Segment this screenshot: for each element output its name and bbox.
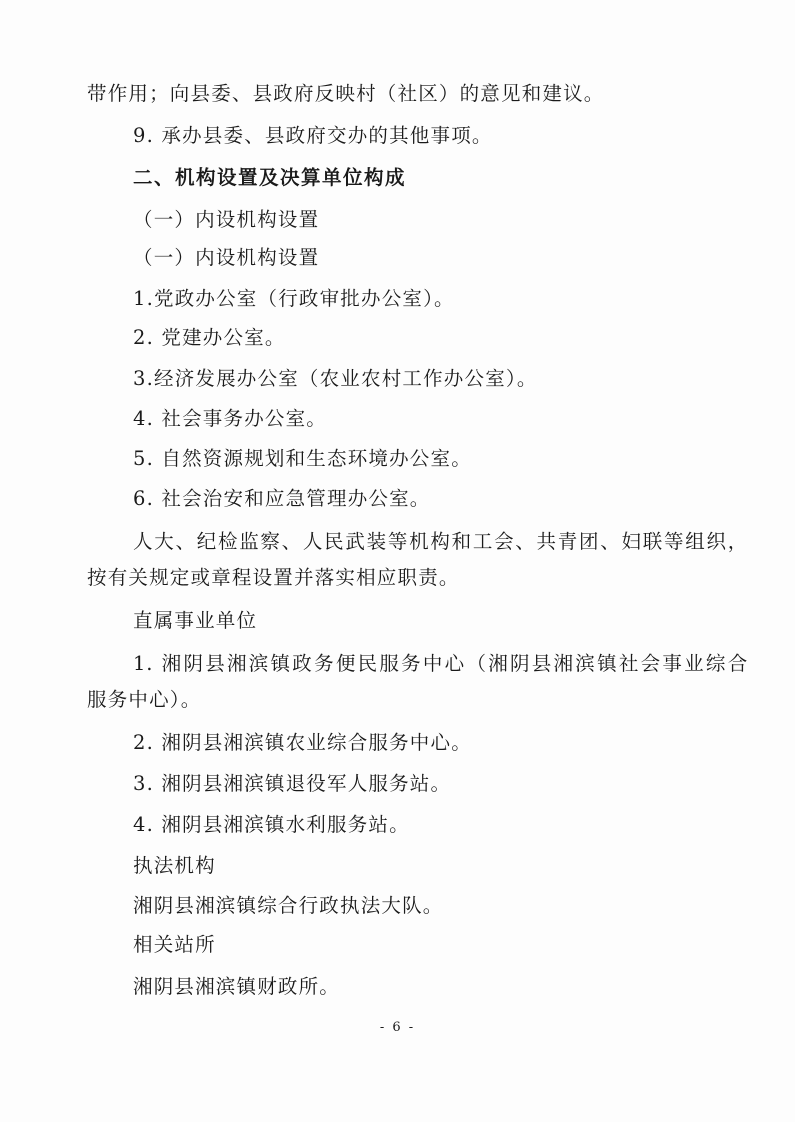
subsection-enforcement: 执法机构 xyxy=(133,854,216,877)
subsection-heading-repeat: （一）内设机构设置 xyxy=(133,246,320,269)
section-heading: 二、机构设置及决算单位构成 xyxy=(133,166,407,189)
list-item-9: 9. 承办县委、县政府交办的其他事项。 xyxy=(133,124,493,147)
list-item-6: 6. 社会治安和应急管理办公室。 xyxy=(133,487,431,510)
list-item-4: 4. 社会事务办公室。 xyxy=(133,407,328,430)
paragraph-organizations-continuation: 按有关规定或章程设置并落实相应职责。 xyxy=(87,566,460,589)
page-number: - 6 - xyxy=(379,1020,416,1035)
list-item-3: 3.经济发展办公室（农业农村工作办公室）。 xyxy=(133,367,538,390)
station-unit: 湘阴县湘滨镇财政所。 xyxy=(133,975,341,998)
list-item-2: 2. 党建办公室。 xyxy=(133,326,286,349)
subsection-affiliated-units: 直属事业单位 xyxy=(133,609,258,632)
paragraph-organizations: 人大、纪检监察、人民武装等机构和工会、共青团、妇联等组织， xyxy=(133,530,748,553)
enforcement-unit: 湘阴县湘滨镇综合行政执法大队。 xyxy=(133,894,444,917)
subsection-heading: （一）内设机构设置 xyxy=(133,208,320,231)
subsection-stations: 相关站所 xyxy=(133,933,216,956)
unit-item-2: 2. 湘阴县湘滨镇农业综合服务中心。 xyxy=(133,731,472,754)
unit-item-1-continuation: 服务中心）。 xyxy=(87,688,202,711)
paragraph-continuation: 带作用；向县委、县政府反映村（社区）的意见和建议。 xyxy=(87,82,605,105)
unit-item-3: 3. 湘阴县湘滨镇退役军人服务站。 xyxy=(133,772,452,795)
list-item-1: 1.党政办公室（行政审批办公室）。 xyxy=(133,287,455,310)
list-item-5: 5. 自然资源规划和生态环境办公室。 xyxy=(133,447,472,470)
unit-item-1: 1. 湘阴县湘滨镇政务便民服务中心（湘阴县湘滨镇社会事业综合 xyxy=(133,652,748,675)
unit-item-4: 4. 湘阴县湘滨镇水利服务站。 xyxy=(133,813,410,836)
